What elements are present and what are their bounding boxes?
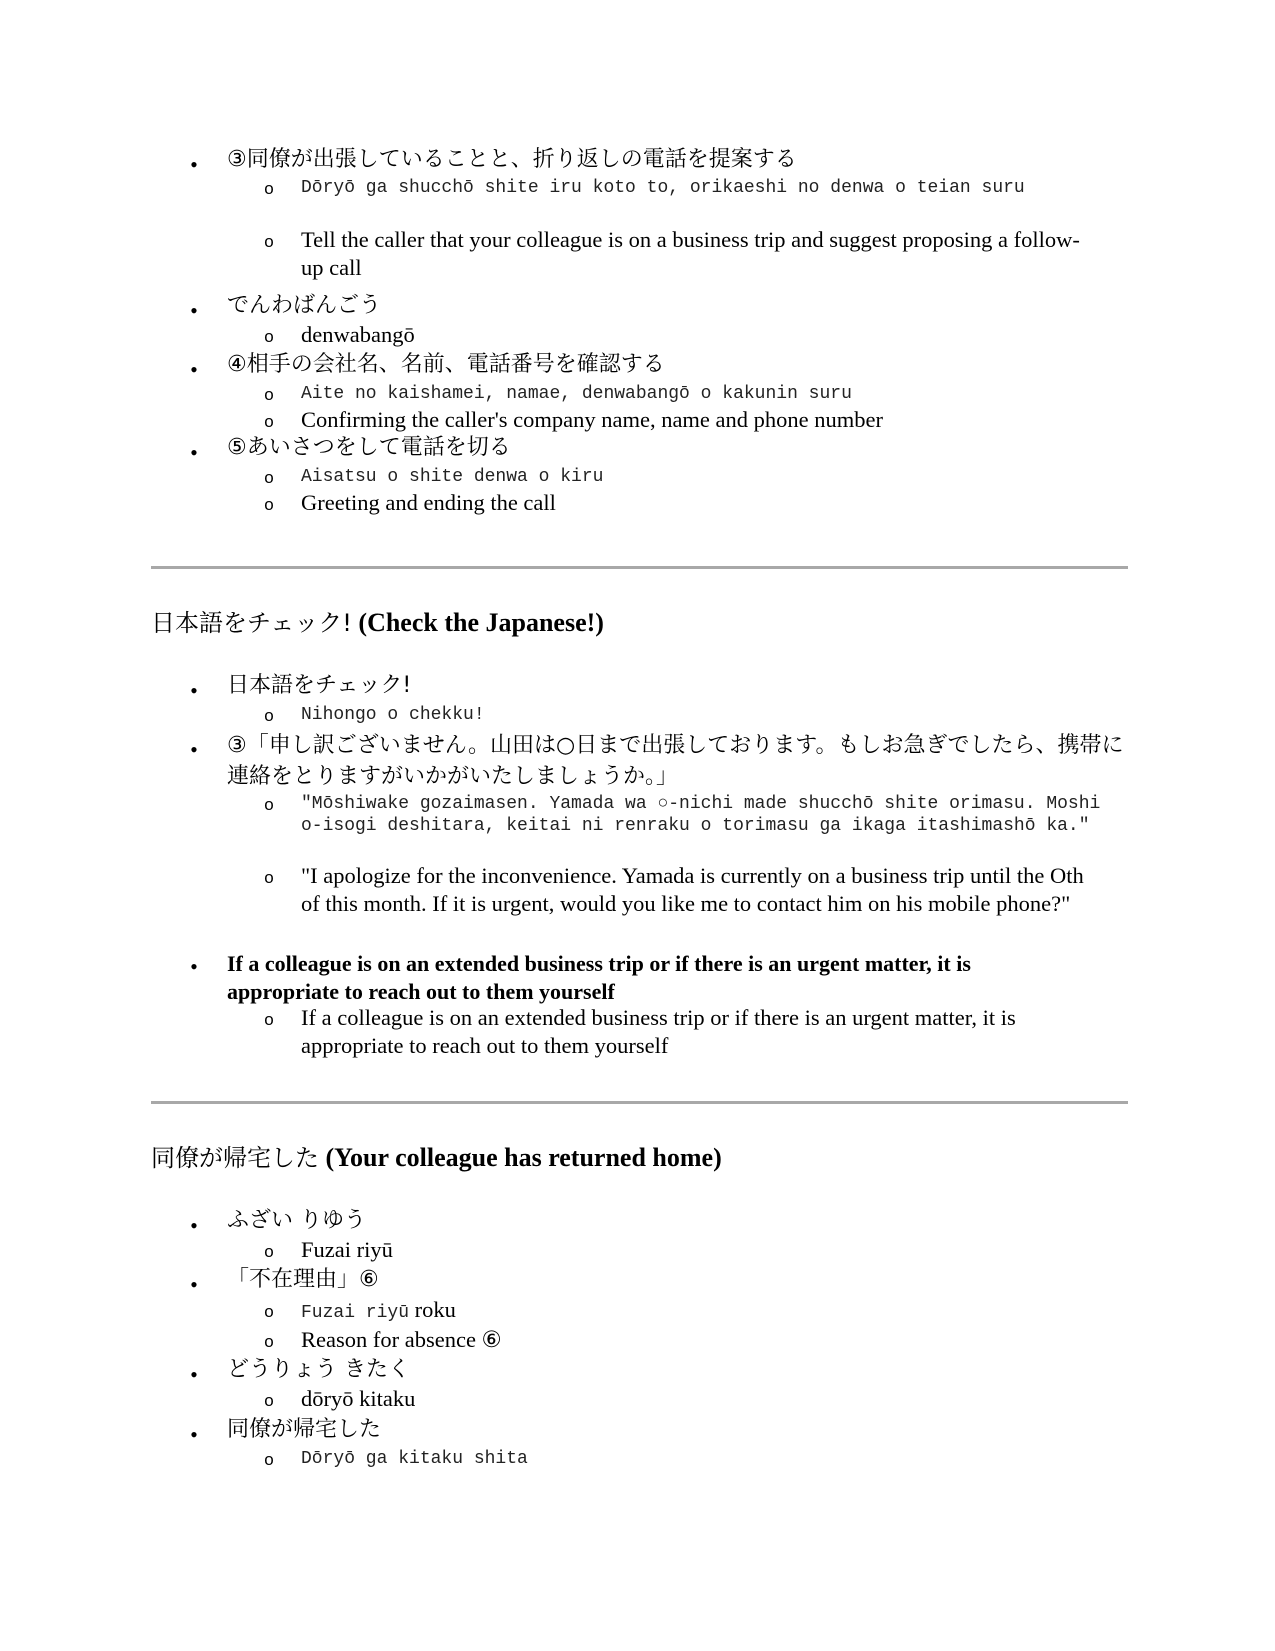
sub-bullet: o <box>264 1010 274 1029</box>
list-item-jp: 日本語をチェック! <box>227 673 412 698</box>
bullet: • <box>190 1213 198 1238</box>
list-item-romaji: "Mōshiwake gozaimasen. Yamada wa ○-nichi made shucchō shite orimasu. Moshi o-isogi deshitara, keitai ni renraku o torimasu ga ikaga itashimashō ka." <box>301 794 1101 836</box>
section-heading <box>151 1141 722 1175</box>
list-item-reading: denwabangō <box>301 322 415 347</box>
sub-bullet: o <box>264 1302 274 1321</box>
bullet: • <box>190 152 198 177</box>
sub-bullet: o <box>264 468 274 487</box>
list-item-jp: 同僚が帰宅した <box>227 1417 382 1442</box>
list-item-reading: dōryō kitaku <box>301 1386 416 1411</box>
list-item-jp: でんわばんごう <box>227 293 382 318</box>
sub-bullet: o <box>264 179 274 198</box>
list-item-jp: ⑤あいさつをして電話を切る <box>227 435 511 460</box>
list-item-romaji-mixed <box>301 1296 1101 1327</box>
list-item-reading: Fuzai riyū <box>301 1237 393 1262</box>
bullet: • <box>190 298 198 323</box>
heading-english: (Your colleague has returned home) <box>325 1143 722 1172</box>
romaji-serif-part: roku <box>409 1297 456 1322</box>
sub-bullet: o <box>264 1242 274 1261</box>
section-heading <box>151 606 604 640</box>
sub-bullet: o <box>264 495 274 514</box>
list-item-romaji: Dōryō ga kitaku shita <box>301 1449 528 1469</box>
list-item-jp: どうりょう きたく <box>227 1357 410 1382</box>
bullet: • <box>190 737 198 762</box>
section-divider <box>151 1101 1128 1104</box>
list-item-jp: ④相手の会社名、名前、電話番号を確認する <box>227 352 665 377</box>
heading-japanese: 同僚が帰宅した <box>151 1144 319 1172</box>
sub-bullet: o <box>264 795 274 814</box>
list-item-english: Greeting and ending the call <box>301 490 556 515</box>
list-item-jp: ふざい りゆう <box>227 1208 366 1233</box>
sub-bullet: o <box>264 706 274 725</box>
list-item-jp: ③同僚が出張していることと、折り返しの電話を提案する <box>227 147 797 172</box>
list-item-english: "I apologize for the inconvenience. Yamada is currently on a business trip until the Oth of this month. If it is urgent, would you like me to contact him on his mobile phone?" <box>301 863 1084 916</box>
sub-bullet: o <box>264 232 274 251</box>
sub-bullet: o <box>264 1391 274 1410</box>
list-item-romaji: Dōryō ga shucchō shite iru koto to, orikaeshi no denwa o teian suru <box>301 178 1025 198</box>
list-item-bold: If a colleague is on an extended business trip or if there is an urgent matter, it is appropriate to reach out to them yourself <box>227 951 971 1004</box>
section-divider <box>151 566 1128 569</box>
sub-bullet: o <box>264 412 274 431</box>
list-item-jp: 「不在理由」⑥ <box>227 1267 379 1292</box>
list-item-english: Confirming the caller's company name, name and phone number <box>301 407 884 432</box>
sub-bullet: o <box>264 1450 274 1469</box>
list-item-romaji: Aisatsu o shite denwa o kiru <box>301 467 604 487</box>
list-item-romaji: Nihongo o chekku! <box>301 705 485 725</box>
list-item-english: Reason for absence ⑥ <box>301 1327 502 1352</box>
bullet: • <box>190 357 198 382</box>
bullet: • <box>190 1422 198 1447</box>
bullet: • <box>190 678 198 703</box>
heading-japanese: 日本語をチェック! <box>151 609 352 637</box>
bullet: • <box>190 440 198 465</box>
bullet: • <box>190 954 198 979</box>
romaji-mono-part: Fuzai riyū <box>301 1303 410 1323</box>
sub-bullet: o <box>264 1332 274 1351</box>
list-item-jp: ③「申し訳ございません。山田は○日まで出張しております。もしお急ぎでしたら、携帯に連絡をとりますがいかがいたしましょうか。」 <box>227 733 1124 789</box>
bullet: • <box>190 1362 198 1387</box>
sub-bullet: o <box>264 385 274 404</box>
sub-bullet: o <box>264 327 274 346</box>
bullet: • <box>190 1272 198 1297</box>
sub-bullet: o <box>264 868 274 887</box>
list-item-english: Tell the caller that your colleague is on a business trip and suggest proposing a follow-up call <box>301 227 1080 280</box>
list-item-english: If a colleague is on an extended business trip or if there is an urgent matter, it is appropriate to reach out to them yourself <box>301 1005 1016 1058</box>
list-item-romaji: Aite no kaishamei, namae, denwabangō o kakunin suru <box>301 384 852 404</box>
heading-english: (Check the Japanese!) <box>358 608 604 637</box>
